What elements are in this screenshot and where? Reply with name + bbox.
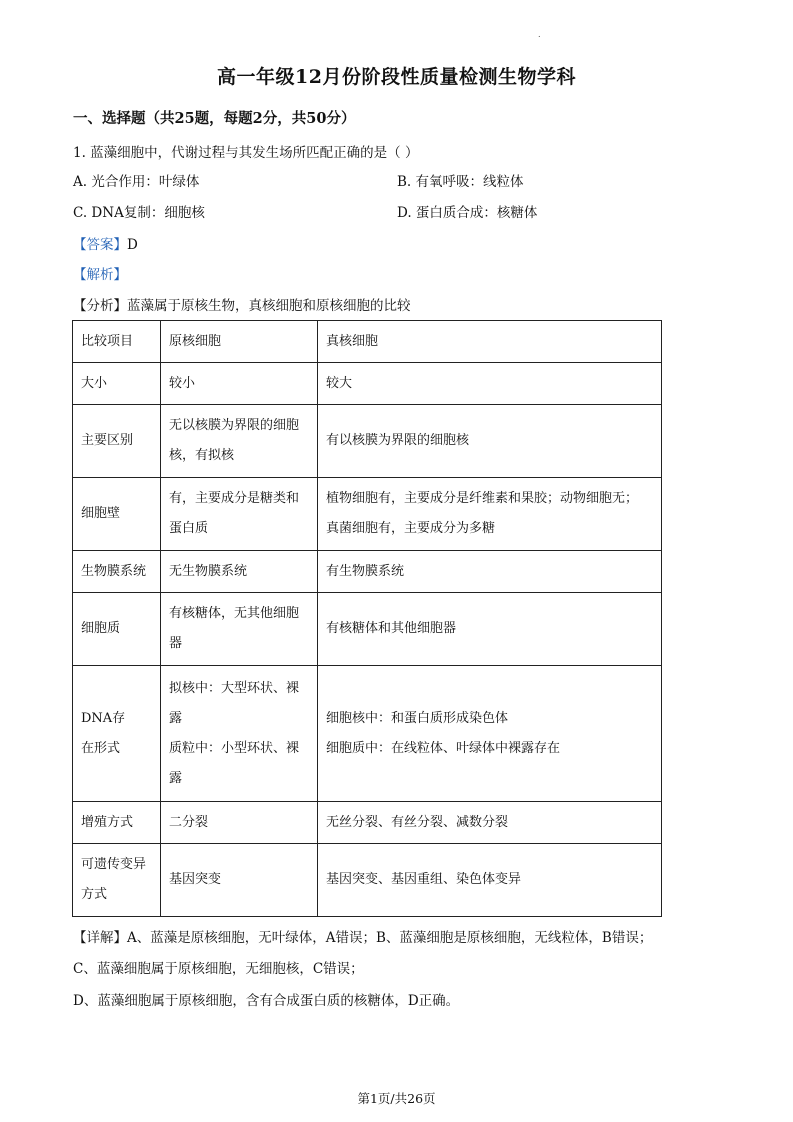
detail-tag: 【详解】 (73, 930, 127, 946)
cell-line: 植物细胞有，主要成分是纤维素和果胶；动物细胞无； (326, 491, 639, 506)
cell-line: 无以核膜为界限的细胞 (169, 418, 300, 433)
eukaryote-cell (318, 405, 662, 478)
detail-line-3: D、蓝藻细胞属于原核细胞，含有合成蛋白质的核糖体，D正确。 (73, 993, 460, 1009)
eukaryote-cell (318, 363, 662, 405)
cell-line: 大小 (81, 375, 108, 391)
item-cell (73, 593, 161, 666)
eukaryote-cell (318, 844, 662, 917)
eukaryote-cell (318, 551, 662, 593)
cell-line: 细胞核中：和蛋白质形成染色体 (326, 710, 509, 726)
cell-line: 细胞质 (81, 621, 121, 636)
item-cell (73, 666, 161, 802)
detail-line-1 (73, 926, 652, 946)
cell-line: 基因突变、基因重组、染色体变异 (326, 872, 522, 887)
table-row (73, 405, 662, 478)
prokaryote-cell (161, 478, 318, 551)
cell-line: 较小 (169, 375, 196, 391)
item-cell (73, 478, 161, 551)
fenxi-text: 蓝藻属于原核生物，真核细胞和原核细胞的比较 (127, 298, 411, 314)
answer-line (73, 233, 138, 253)
cell-line: 细胞质中：在线粒体、叶绿体中裸露存在 (326, 740, 561, 756)
eukaryote-cell (318, 593, 662, 666)
fenxi-line (73, 294, 411, 314)
fenxi-tag: 【分析】 (73, 298, 127, 314)
answer-value: D (127, 237, 138, 253)
table-row (73, 844, 662, 917)
cell-line: 核，有拟核 (169, 448, 235, 463)
cell-line: 有核糖体，无其他细胞 (169, 606, 300, 621)
prokaryote-cell (161, 844, 318, 917)
cell-line: 细胞壁 (81, 506, 121, 521)
item-cell (73, 802, 161, 844)
option-b: B. 有氧呼吸：线粒体 (397, 174, 524, 190)
cell-line: 基因突变 (169, 872, 222, 887)
cell-line: 质粒中：小型环状、裸 (169, 740, 300, 756)
cell-line: 真菌细胞有，主要成分为多糖 (326, 521, 496, 536)
prokaryote-cell (161, 363, 318, 405)
cell-line: 露 (169, 710, 183, 726)
cell-line: DNA存 (81, 710, 126, 726)
cell-line: 器 (169, 636, 183, 651)
prokaryote-cell (161, 666, 318, 802)
comparison-table (72, 320, 662, 917)
header-cell: 原核细胞 (161, 321, 318, 363)
prokaryote-cell (161, 593, 318, 666)
cell-line: 可遗传变异 (81, 857, 147, 872)
cell-line: 二分裂 (169, 814, 209, 830)
cell-line: 在形式 (81, 740, 121, 756)
table-row (73, 478, 662, 551)
detail-text-1: A、蓝藻是原核细胞，无叶绿体，A错误；B、蓝藻细胞是原核细胞，无线粒体，B错误； (127, 930, 653, 946)
eukaryote-cell (318, 666, 662, 802)
cell-line: 较大 (326, 375, 353, 391)
item-cell (73, 844, 161, 917)
cell-line: 增殖方式 (81, 814, 134, 830)
header-cell: 比较项目 (73, 321, 161, 363)
item-cell (73, 551, 161, 593)
prokaryote-cell (161, 405, 318, 478)
prokaryote-cell (161, 551, 318, 593)
cell-line: 主要区别 (81, 433, 134, 448)
table-header-row (73, 321, 662, 363)
cell-line: 有，主要成分是糖类和 (169, 491, 300, 506)
analysis-tag: 【解析】 (73, 267, 127, 283)
cell-line: 蛋白质 (169, 521, 209, 536)
question-stem: 1. 蓝藻细胞中，代谢过程与其发生场所匹配正确的是（ ） (73, 145, 419, 161)
cell-line: 生物膜系统 (81, 563, 147, 579)
page-footer: 第1页/共26页 (357, 1091, 436, 1106)
cell-line: 拟核中：大型环状、裸 (169, 680, 300, 696)
option-d: D. 蛋白质合成：核糖体 (397, 205, 538, 221)
prokaryote-cell (161, 802, 318, 844)
item-cell (73, 363, 161, 405)
table-row (73, 802, 662, 844)
answer-tag: 【答案】 (73, 237, 127, 253)
cell-line: 露 (169, 770, 183, 786)
table-row (73, 593, 662, 666)
detail-line-2: C、蓝藻细胞属于原核细胞，无细胞核，C错误； (73, 961, 364, 977)
option-c: C. DNA复制：细胞核 (73, 205, 205, 221)
table-row (73, 363, 662, 405)
cell-line: 无生物膜系统 (169, 563, 248, 579)
cell-line: 无丝分裂、有丝分裂、减数分裂 (326, 814, 509, 830)
table-row (73, 551, 662, 593)
cell-line: 有以核膜为界限的细胞核 (326, 433, 470, 448)
eukaryote-cell (318, 802, 662, 844)
header-cell: 真核细胞 (318, 321, 662, 363)
item-cell (73, 405, 161, 478)
option-a: A. 光合作用：叶绿体 (73, 174, 200, 190)
header-mark: . (538, 30, 541, 39)
page-title: 高一年级12月份阶段性质量检测生物学科 (217, 66, 576, 88)
section-heading: 一、选择题（共25题，每题2分，共50分） (73, 110, 356, 127)
table-row (73, 666, 662, 802)
eukaryote-cell (318, 478, 662, 551)
cell-line: 有核糖体和其他细胞器 (326, 621, 457, 636)
cell-line: 方式 (81, 887, 108, 902)
cell-line: 有生物膜系统 (326, 563, 405, 579)
